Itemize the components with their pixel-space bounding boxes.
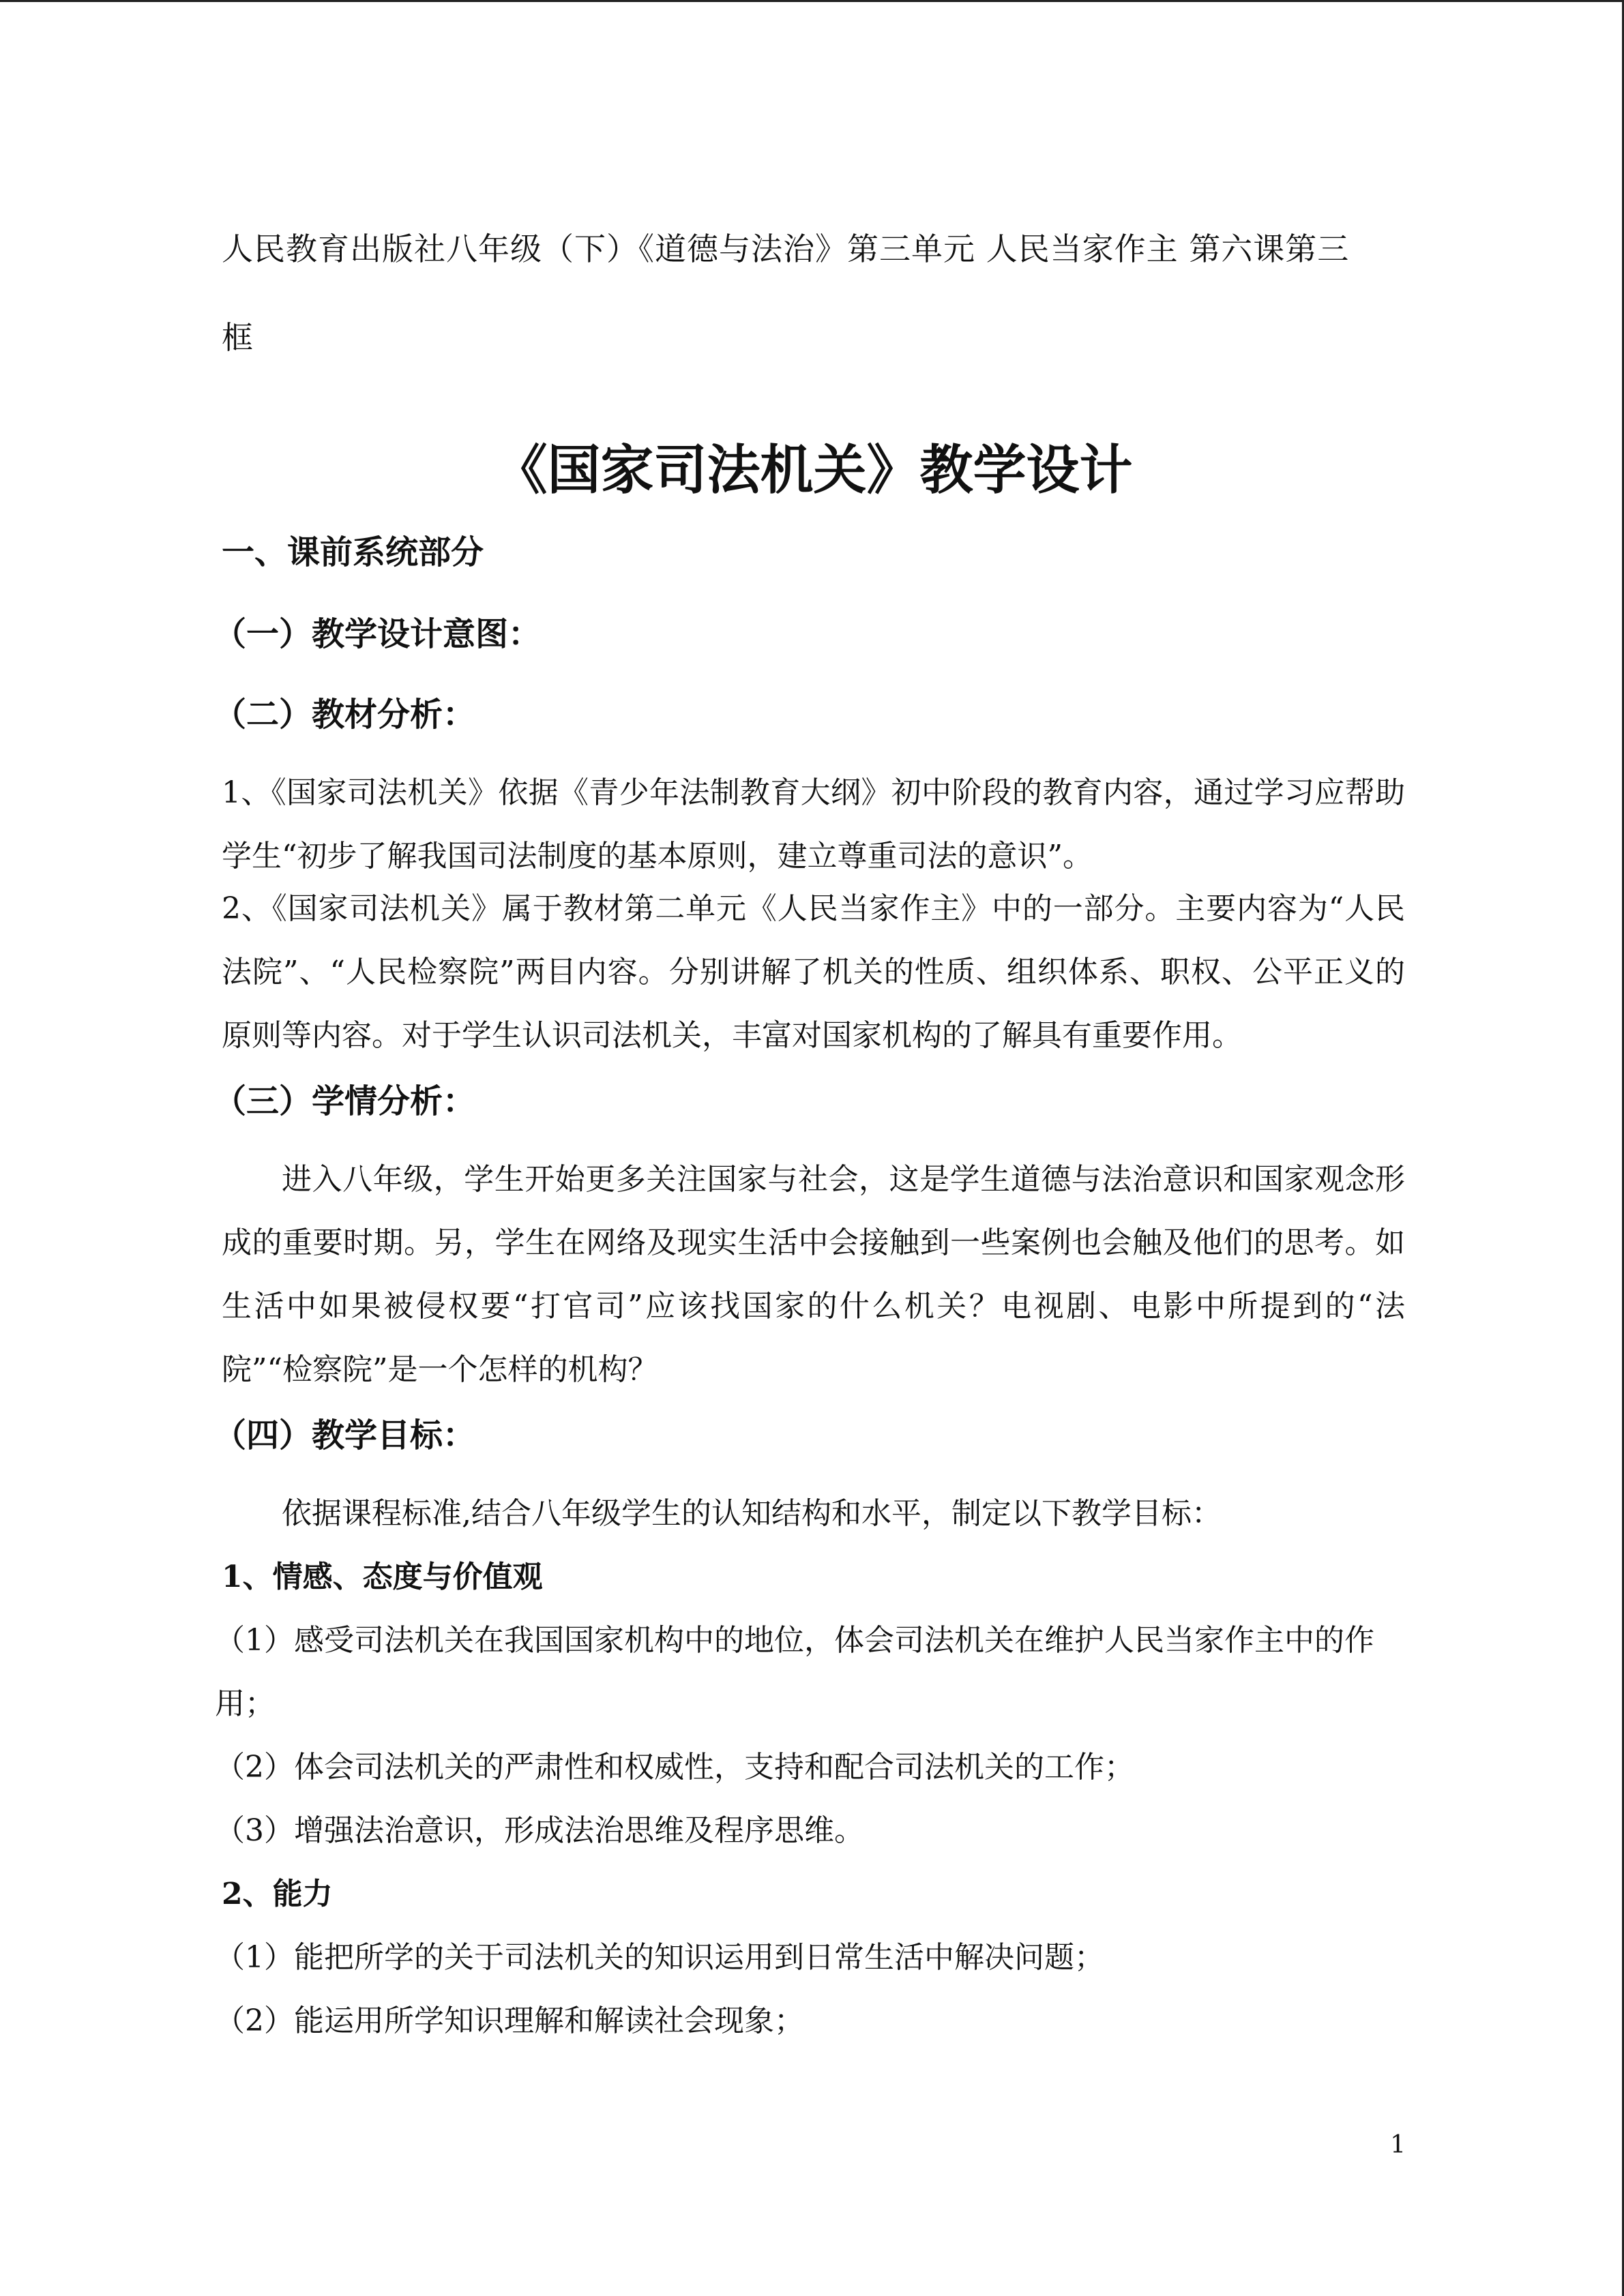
goal-item-1-3: （3）增强法治意识，形成法治思维及程序思维。 [215,1813,864,1848]
document-title: 《国家司法机关》教学设计 [494,440,1133,501]
subheading-design-intent: （一）教学设计意图： [213,615,542,653]
goal-item-2-2: （2）能运用所学知识理解和解读社会现象； [215,2003,804,2038]
goal-heading-ability: 2、能力 [222,1877,333,1911]
goal-item-1-1: （1）感受司法机关在我国国家机构中的地位，体会司法机关在维护人民当家作主中的作用； [215,1623,1374,1721]
page-number: 1 [1390,2131,1406,2159]
header-line-1: 人民教育出版社八年级（下）《道德与法治》第三单元 人民当家作主 第六课第三 [222,230,1350,267]
textbook-analysis-block [222,761,1405,1067]
header-line-2: 框 [222,319,254,356]
goal-item-2-1: （1）能把所学的关于司法机关的知识运用到日常生活中解决问题； [215,1940,1104,1975]
subheading-teaching-goals: （四）教学目标： [213,1416,476,1455]
learner-analysis-paragraph: 进入八年级，学生开始更多关注国家与社会，这是学生道德与法治意识和国家观念形成的重要时期。另，学生在网络及现实生活中会接触到一些案例也会触及他们的思考。如生活中如果被侵权要“打官司”应该找国家的什么机关？电视剧、电影中所提到的“法院”“检察院”是一个怎样的机构？ [222,1162,1405,1387]
textbook-analysis-paragraph-2: 2、《国家司法机关》属于教材第二单元《人民当家作主》中的一部分。主要内容为“人民法院”、“人民检察院”两目内容。分别讲解了机关的性质、组织体系、职权、公平正义的原则等内容。对于学生认识司法机关，丰富对国家机构的了解具有重要作用。 [222,891,1405,1053]
document-body [213,205,1405,2053]
subheading-learner-analysis: （三）学情分析： [213,1082,476,1120]
section-heading-pre-class: 一、课前系统部分 [222,533,484,571]
goal-item-1-2: （2）体会司法机关的严肃性和权威性，支持和配合司法机关的工作； [215,1750,1134,1785]
learner-analysis-block [222,1148,1405,1401]
textbook-analysis-paragraph-1: 1、《国家司法机关》依据《青少年法制教育大纲》初中阶段的教育内容，通过学习应帮助学生“初步了解我国司法制度的基本原则，建立尊重司法的意识”。 [222,775,1405,874]
subheading-textbook-analysis: （二）教材分析： [213,696,476,734]
goal-heading-emotion-values: 1、情感、态度与价值观 [222,1560,543,1594]
teaching-goals-intro: 依据课程标准,结合八年级学生的认知结构和水平，制定以下教学目标： [282,1496,1222,1531]
